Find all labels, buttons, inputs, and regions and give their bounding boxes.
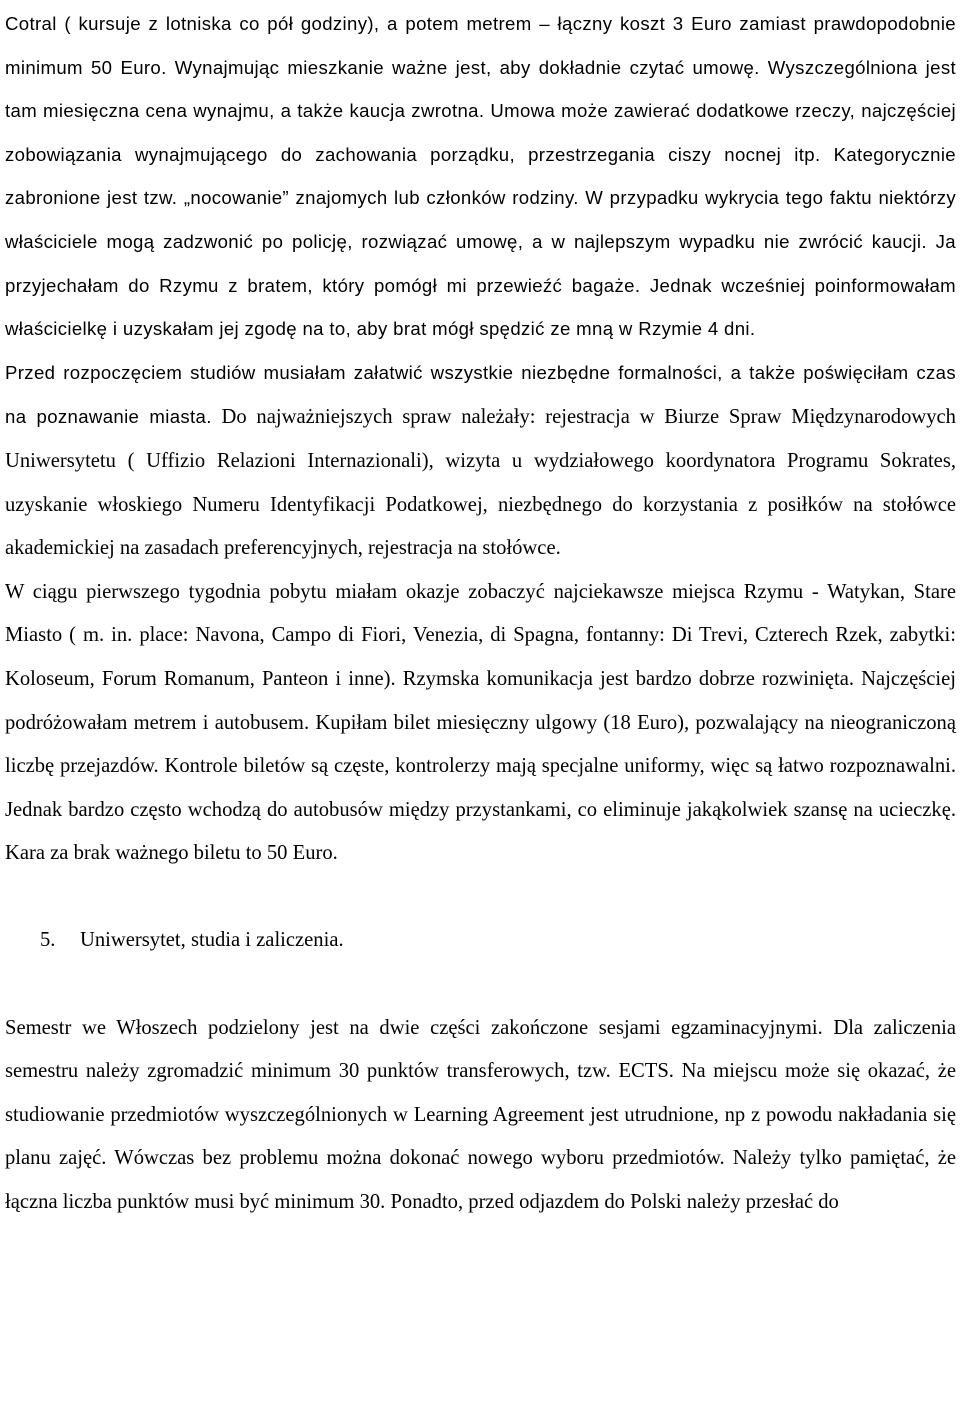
document-page (5, 0, 956, 1225)
blank-line (5, 876, 956, 920)
formalities-intro-text: Przed rozpoczęciem studiów musiałam załatwić wszystkie niezbędne formalności, a także poświęciłam czas na poznawanie miasta. (5, 361, 956, 428)
section-number: 5. (40, 929, 56, 952)
paragraph-semester-ects: Semestr we Włoszech podzielony jest na dwie części zakończone sesjami egzaminacyjnymi. Dla zaliczenia semestru należy zgromadzić minimum 30 punktów transferowych, tzw. ECTS. Na miejscu może się okazać, że studiowanie przedmiotów wyszczególnionych w Learning Agreement jest utrudnione, np z powodu nakładania się planu zajęć. Wówczas bez problemu można dokonać nowego wyboru przedmiotów. Należy tylko pamiętać, że łączna liczba punktów musi być minimum 30. Ponadto, przed odjazdem do Polski należy przesłać do (5, 1016, 956, 1214)
paragraph-accommodation: Cotral ( kursuje z lotniska co pół godziny), a potem metrem – łączny koszt 3 Euro zamiast prawdopodobnie minimum 50 Euro. Wynajmując mieszkanie ważne jest, aby dokładnie czytać umowę. Wyszczególniona jest tam miesięczna cena wynajmu, a także kaucja zwrotna. Umowa może zawierać dodatkowe rzeczy, najczęściej zobowiązania wynajmującego do zachowania porządku, przestrzegania ciszy nocnej itp. Kategorycznie zabronione jest tzw. „nocowanie” znajomych lub członków rodziny. W przypadku wykrycia tego faktu niektórzy właściciele mogą zadzwonić po policję, rozwiązać umowę, a w najlepszym wypadku nie zwrócić kaucji. Ja przyjechałam do Rzymu z bratem, który pomógł mi przewieźć bagaże. Jednak wcześniej poinformowałam właścicielkę i uzyskałam jej zgodę na to, aby brat mógł spędzić ze mną w Rzymie 4 dni. (5, 13, 956, 340)
paragraph-sightseeing-transport: W ciągu pierwszego tygodnia pobytu miałam okazje zobaczyć najciekawsze miejsca Rzymu - Watykan, Stare Miasto ( m. in. place: Navona, Campo di Fiori, Venezia, di Spagna, fontanny: Di Trevi, Czterech Rzek, zabytki: Koloseum, Forum Romanum, Panteon i inne). Rzymska komunikacja jest bardzo dobrze rozwinięta. Najczęściej podróżowałam metrem i autobusem. Kupiłam bilet miesięczny ulgowy (18 Euro), pozwalający na nieograniczoną liczbę przejazdów. Kontrole biletów są częste, kontrolerzy mają specjalne uniformy, więc są łatwo rozpoznawalni. Jednak bardzo często wchodzą do autobusów między przystankami, co eliminuje jakąkolwiek szansę na ucieczkę. Kara za brak ważnego biletu to 50 Euro. (5, 580, 956, 865)
section-heading (5, 919, 956, 963)
paragraph-formalities (5, 351, 956, 571)
blank-line (5, 963, 956, 1007)
section-title: Uniwersytet, studia i zaliczenia. (80, 929, 344, 952)
formalities-list-text: Do najważniejszych spraw należały: rejestracja w Biurze Spraw Międzynarodowych Uniwersytetu ( Uffizio Relazioni Internazionali), wizyta u wydziałowego koordynatora Programu Sokrates, uzyskanie włoskiego Numeru Identyfikacji Podatkowej, niezbędnego do korzystania z posiłków na stołówce akademickiej na zasadach preferencyjnych, rejestracja na stołówce. (5, 406, 956, 560)
